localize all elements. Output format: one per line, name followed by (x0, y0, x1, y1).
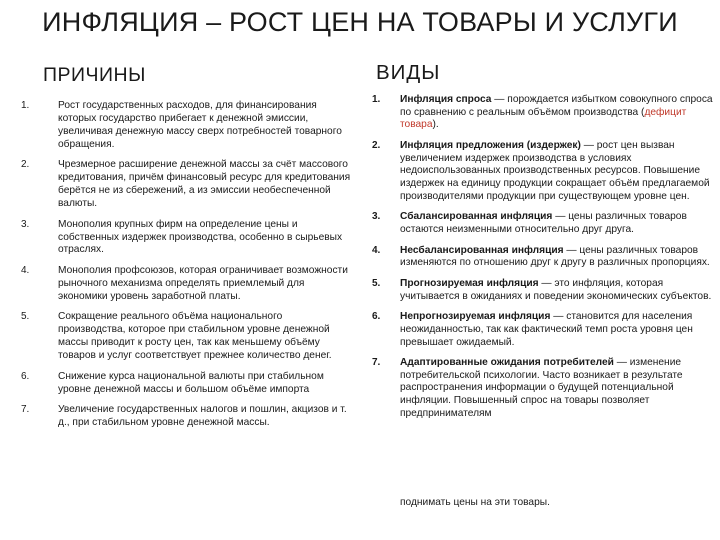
types-list (372, 94, 714, 428)
type-text (400, 357, 714, 420)
type-description: — цены различных товаров изменяются по отношению друг к другу в различных пропорциях. (400, 244, 710, 269)
type-description: — порождается избытком совокупного спроса по сравнению с реальным объёмом производства ( (400, 94, 713, 118)
list-item (21, 311, 351, 363)
causes-list (21, 100, 351, 438)
list-item (21, 265, 351, 304)
type-text (400, 245, 714, 270)
item-number: 7. (21, 404, 30, 416)
item-number: 4. (372, 244, 381, 256)
type-text (400, 278, 714, 303)
cause-text: Снижение курса национальной валюты при стабильном уровне денежной массы и большом объёме импорта (58, 370, 324, 395)
page-title: ИНФЛЯЦИЯ – РОСТ ЦЕН НА ТОВАРЫ И УСЛУГИ (42, 7, 678, 37)
cause-text: Чрезмерное расширение денежной массы за счёт массового кредитования, причём финансовый ресурс для кредитования берётся не из сбережений, а из эмиссии необеспеченной валюты. (58, 159, 351, 210)
types-heading: ВИДЫ (376, 61, 441, 84)
type-description: — цены различных товаров остаются неизменными относительно друг друга. (400, 211, 687, 235)
type-description: — это инфляция, которая учитывается в ожиданиях и поведении экономических субъектов. (400, 277, 712, 302)
list-item (372, 140, 714, 203)
cause-text: Сокращение реального объёма национального производства, которое при стабильном уровне денежной массы приводит к росту цен, так как меньшему объёму товаров и услуг соответствует прежнее количество денег. (58, 311, 332, 362)
item-number: 2. (21, 159, 30, 171)
type-term: Адаптированные ожидания потребителей (400, 357, 614, 369)
item-number: 2. (372, 139, 381, 151)
type-description: — изменение потребительской психологии. Часто возникает в результате распространения информации о будущей потенциальной инфляции. Повышенный спрос на товары позволяет предпринимателям (400, 357, 683, 419)
type-text (400, 311, 714, 349)
item-number: 5. (372, 277, 381, 289)
type-text (400, 94, 714, 132)
list-item (21, 100, 351, 152)
type-term: Непрогнозируемая инфляция (400, 311, 551, 323)
item-number: 1. (21, 100, 30, 111)
item-number: 1. (372, 94, 381, 105)
type-term: Инфляция предложения (издержек) (400, 139, 581, 151)
type-term: Прогнозируемая инфляция (400, 277, 539, 289)
item-number: 3. (372, 211, 381, 223)
causes-heading: ПРИЧИНЫ (43, 64, 146, 86)
type-highlight: дефицит товара (400, 106, 687, 131)
list-item (372, 211, 714, 236)
list-item (372, 311, 714, 349)
list-item (372, 94, 714, 132)
list-item (21, 404, 351, 430)
type-term: Сбалансированная инфляция (400, 211, 553, 223)
types-tail-text: поднимать цены на эти товары. (400, 497, 550, 508)
cause-text: Монополия профсоюзов, которая ограничивает возможности рыночного механизма определять приемлемый для экономики уровень заработной платы. (58, 265, 348, 302)
type-description-end: ). (432, 119, 439, 131)
item-number: 6. (372, 311, 381, 323)
type-description: — рост цен вызван увеличением издержек производства в условиях недоиспользованных производственных ресурсов. Повышение издержек на единицу продукции сокращает объём предлагаемой производителями продукции при существующем уровне цен. (400, 139, 710, 202)
item-number: 4. (21, 265, 30, 277)
type-description: — становится для населения неожиданностью, так как фактический темп роста уровня цен превышает ожидаемый. (400, 311, 693, 348)
type-text (400, 140, 714, 203)
item-number: 5. (21, 311, 30, 323)
type-term: Инфляция спроса (400, 94, 492, 105)
type-term: Несбалансированная инфляция (400, 244, 564, 256)
list-item (372, 245, 714, 270)
cause-text: Рост государственных расходов, для финансирования которых государство прибегает к денежной эмиссии, увеличивая денежную массу сверх потребностей товарного обращения. (58, 100, 342, 150)
list-item (372, 357, 714, 420)
type-text (400, 211, 714, 236)
list-item (21, 371, 351, 397)
item-number: 3. (21, 218, 30, 230)
list-item (21, 219, 351, 258)
list-item (21, 159, 351, 211)
list-item (372, 278, 714, 303)
item-number: 7. (372, 357, 381, 369)
cause-text: Монополия крупных фирм на определение цены и собственных издержек производства, особенно в сырьевых отраслях. (58, 218, 343, 256)
item-number: 6. (21, 370, 30, 382)
cause-text: Увеличение государственных налогов и пошлин, акцизов и т. д., при стабильном уровне денежной массы. (58, 404, 347, 429)
